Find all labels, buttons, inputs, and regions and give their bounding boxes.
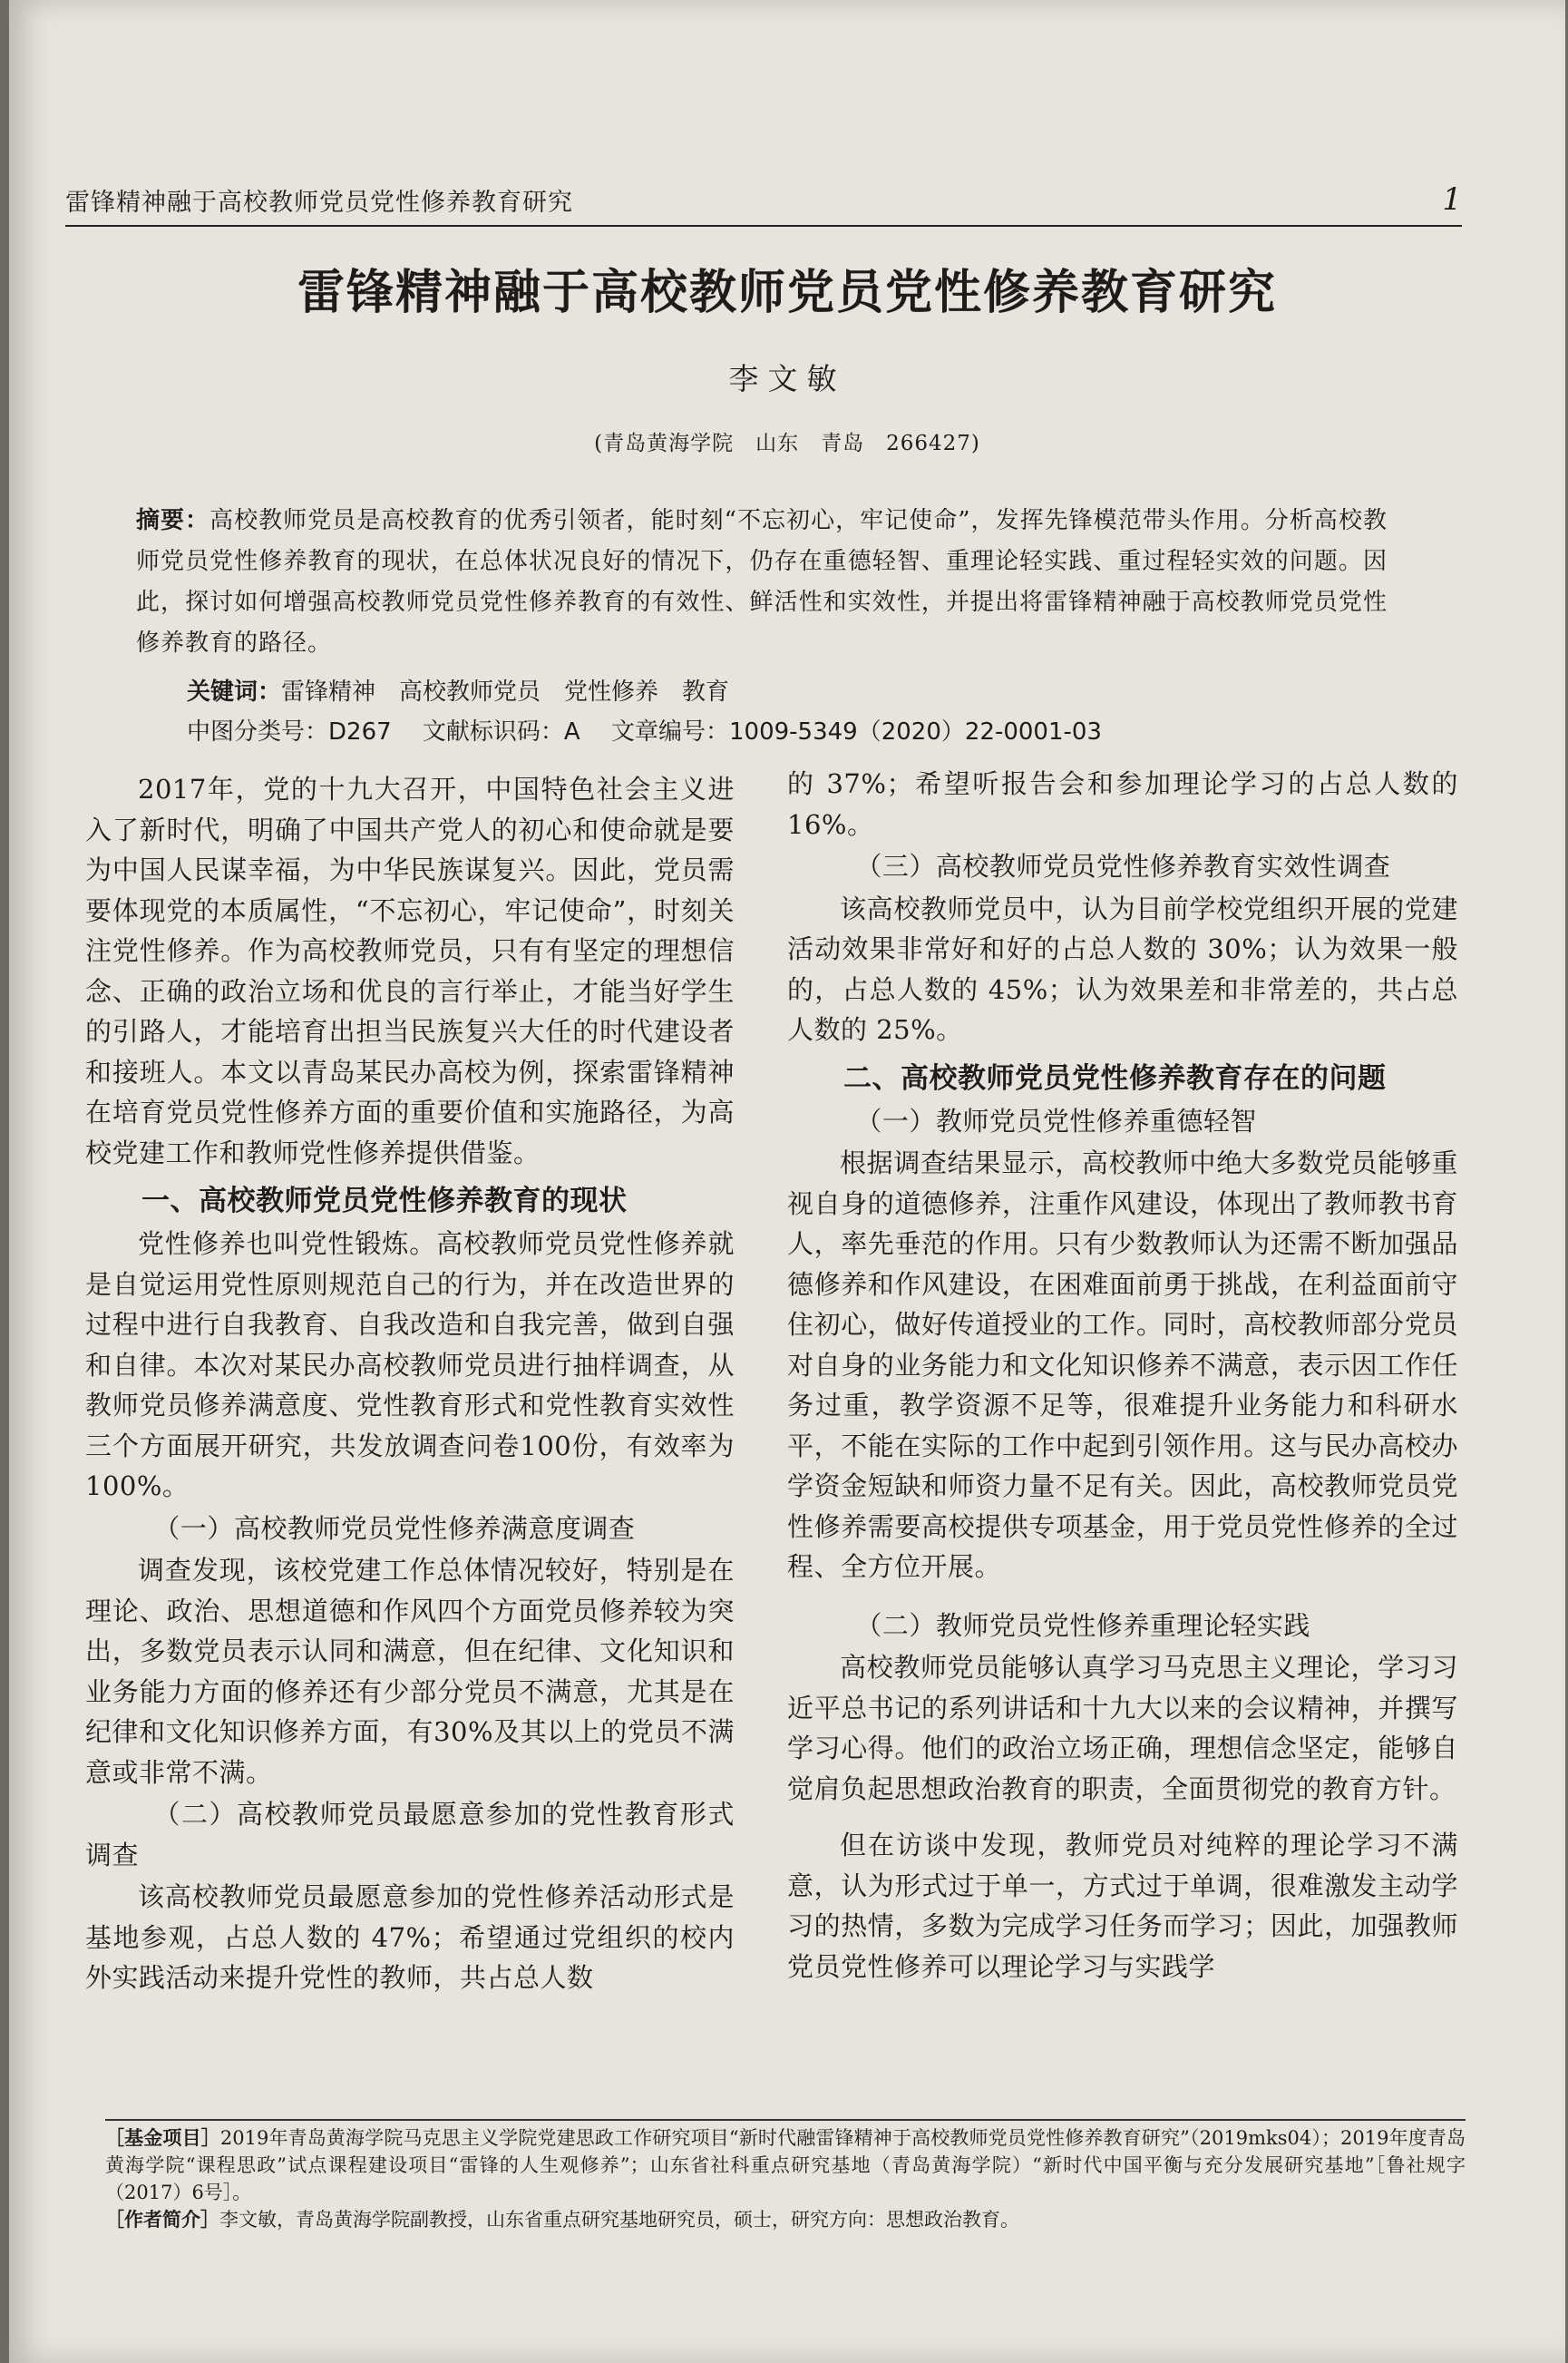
paragraph: 党性修养也叫党性锻炼。高校教师党员党性修养就是自觉运用党性原则规范自己的行为，并在改造世界的过程中进行自我教育、自我改造和自我完善，做到自强和自律。本次对某民办高校教师党员进行抽样调查，从教师党员修养满意度、党性教育形式和党性教育实效性三个方面展开研究，共发放调查问卷100份，有效率为100%。 [85,1228,735,1501]
running-head [65,178,1462,227]
keywords-text: 雷锋精神 高校教师党员 党性修养 教育 [281,679,730,706]
paragraph: 的 37%；希望听报告会和参加理论学习的占总人数的16%。 [787,768,1458,840]
body-column-left [85,769,735,1998]
funding-label: ［基金项目］ [105,2127,220,2149]
page-number: 1 [1442,181,1462,218]
document-code: 文献标识码：A [422,718,580,746]
paragraph: 调查发现，该校党建工作总体情况较好，特别是在理论、政治、思想道德和作风四个方面党员修养较为突出，多数党员表示认同和满意，但在纪律、文化知识和业务能力方面的修养还有少部分党员不满意，尤其是在纪律和文化知识修养方面，有30%及其以上的党员不满意或非常不满。 [85,1555,735,1788]
clc-number: 中图分类号：D267 [187,718,392,746]
author-bio-text: 李文敏，青岛黄海学院副教授，山东省重点研究基地研究员，硕士，研究方向：思想政治教育。 [219,2209,1019,2231]
abstract [136,501,1388,664]
journal-page [9,0,1565,2363]
keywords-label: 关键词： [187,679,282,706]
section-heading: 二、高校教师党员党性修养教育存在的问题 [843,1061,1387,1095]
author-bio-note [105,2206,1466,2233]
classification-line [187,713,1125,747]
body-column-right [787,764,1458,1987]
subsection-heading: （三）高校教师党员党性修养教育实效性调查 [855,851,1391,882]
article-title: 雷锋精神融于高校教师党员党性修养教育研究 [297,266,1277,320]
section-heading: 一、高校教师党员党性修养教育的现状 [141,1185,628,1217]
paragraph: 高校教师党员能够认真学习马克思主义理论，学习习近平总书记的系列讲话和十九大以来的会议精神，并撰写学习心得。他们的政治立场正确，理想信念坚定，能够自觉肩负起思想政治教育的职责，全面贯彻党的教育方针。 [787,1652,1458,1804]
paragraph: 但在访谈中发现，教师党员对纯粹的理论学习不满意，认为形式过于单一，方式过于单调，很难激发主动学习的热情，多数为完成学习任务而学习；因此，加强教师党员党性修养可以理论学习与实践学 [787,1830,1458,1982]
subsection-heading: （一）高校教师党员党性修养满意度调查 [153,1512,636,1544]
subsection-heading: （二）高校教师党员最愿意参加的党性教育形式调查 [85,1799,735,1870]
footnote-block [105,2119,1466,2233]
article-author: 李文敏 [728,361,846,396]
paragraph: 该高校教师党员中，认为目前学校党组织开展的党建活动效果非常好和好的占总人数的 30%；认为效果一般的，占总人数的 45%；认为效果差和非常差的，共占总人数的 25%。 [787,893,1458,1045]
subsection-heading: （二）教师党员党性修养重理论轻实践 [855,1609,1310,1641]
keywords [187,673,729,707]
paragraph: 2017年，党的十九大召开，中国特色社会主义进入了新时代，明确了中国共产党人的初心和使命就是要为中国人民谋幸福，为中华民族谋复兴。因此，党员需要体现党的本质属性，“不忘初心，牢记使命”，时刻关注党性修养。作为高校教师党员，只有有坚定的理想信念、正确的政治立场和优良的言行举止，才能当好学生的引路人，才能培育出担当民族复兴大任的时代建设者和接班人。本文以青岛某民办高校为例，探索雷锋精神在培育党员党性修养方面的重要价值和实施路径，为高校党建工作和教师党性修养提供借鉴。 [85,774,735,1168]
funding-text: 2019年青岛黄海学院马克思主义学院党建思政工作研究项目“新时代融雷锋精神于高校教师党员党性修养教育研究”（2019mks04）；2019年度青岛黄海学院“课程思政”试点课程建设项目“雷锋的人生观修养”；山东省社科重点研究基地（青岛黄海学院）“新时代中国平衡与充分发展研究基地”［鲁社规字（2017）6号］。 [105,2127,1466,2203]
paragraph: 该高校教师党员最愿意参加的党性修养活动形式是基地参观，占总人数的 47%；希望通过党组织的校内外实践活动来提升党性的教师，共占总人数 [85,1881,735,1993]
running-title: 雷锋精神融于高校教师党员党性修养教育研究 [65,189,573,217]
abstract-label: 摘要： [136,507,210,534]
author-bio-label: ［作者简介］ [105,2209,219,2231]
funding-note [105,2124,1466,2206]
abstract-text: 高校教师党员是高校教育的优秀引领者，能时刻“不忘初心，牢记使命”，发挥先锋模范带头作用。分析高校教师党员党性修养教育的现状，在总体状况良好的情况下，仍存在重德轻智、重理论轻实践、重过程轻实效的问题。因此，探讨如何增强高校教师党员党性修养教育的有效性、鲜活性和实效性，并提出将雷锋精神融于高校教师党员党性修养教育的路径。 [136,507,1388,657]
paragraph: 根据调查结果显示，高校教师中绝大多数党员能够重视自身的道德修养，注重作风建设，体现出了教师教书育人，率先垂范的作用。只有少数教师认为还需不断加强品德修养和作风建设，在困难面前勇于挑战，在利益面前守住初心，做好传道授业的工作。同时，高校教师部分党员对自身的业务能力和文化知识修养不满意，表示因工作任务过重，教学资源不足等，很难提升业务能力和科研水平，不能在实际的工作中起到引领作用。这与民办高校办学资金短缺和师资力量不足有关。因此，高校教师党员党性修养需要高校提供专项基金，用于党员党性修养的全过程、全方位开展。 [787,1147,1458,1582]
subsection-heading: （一）教师党员党性修养重德轻智 [855,1105,1257,1137]
author-affiliation: (青岛黄海学院 山东 青岛 266427) [594,432,980,455]
article-number: 文章编号：1009-5349（2020）22-0001-03 [610,718,1102,746]
